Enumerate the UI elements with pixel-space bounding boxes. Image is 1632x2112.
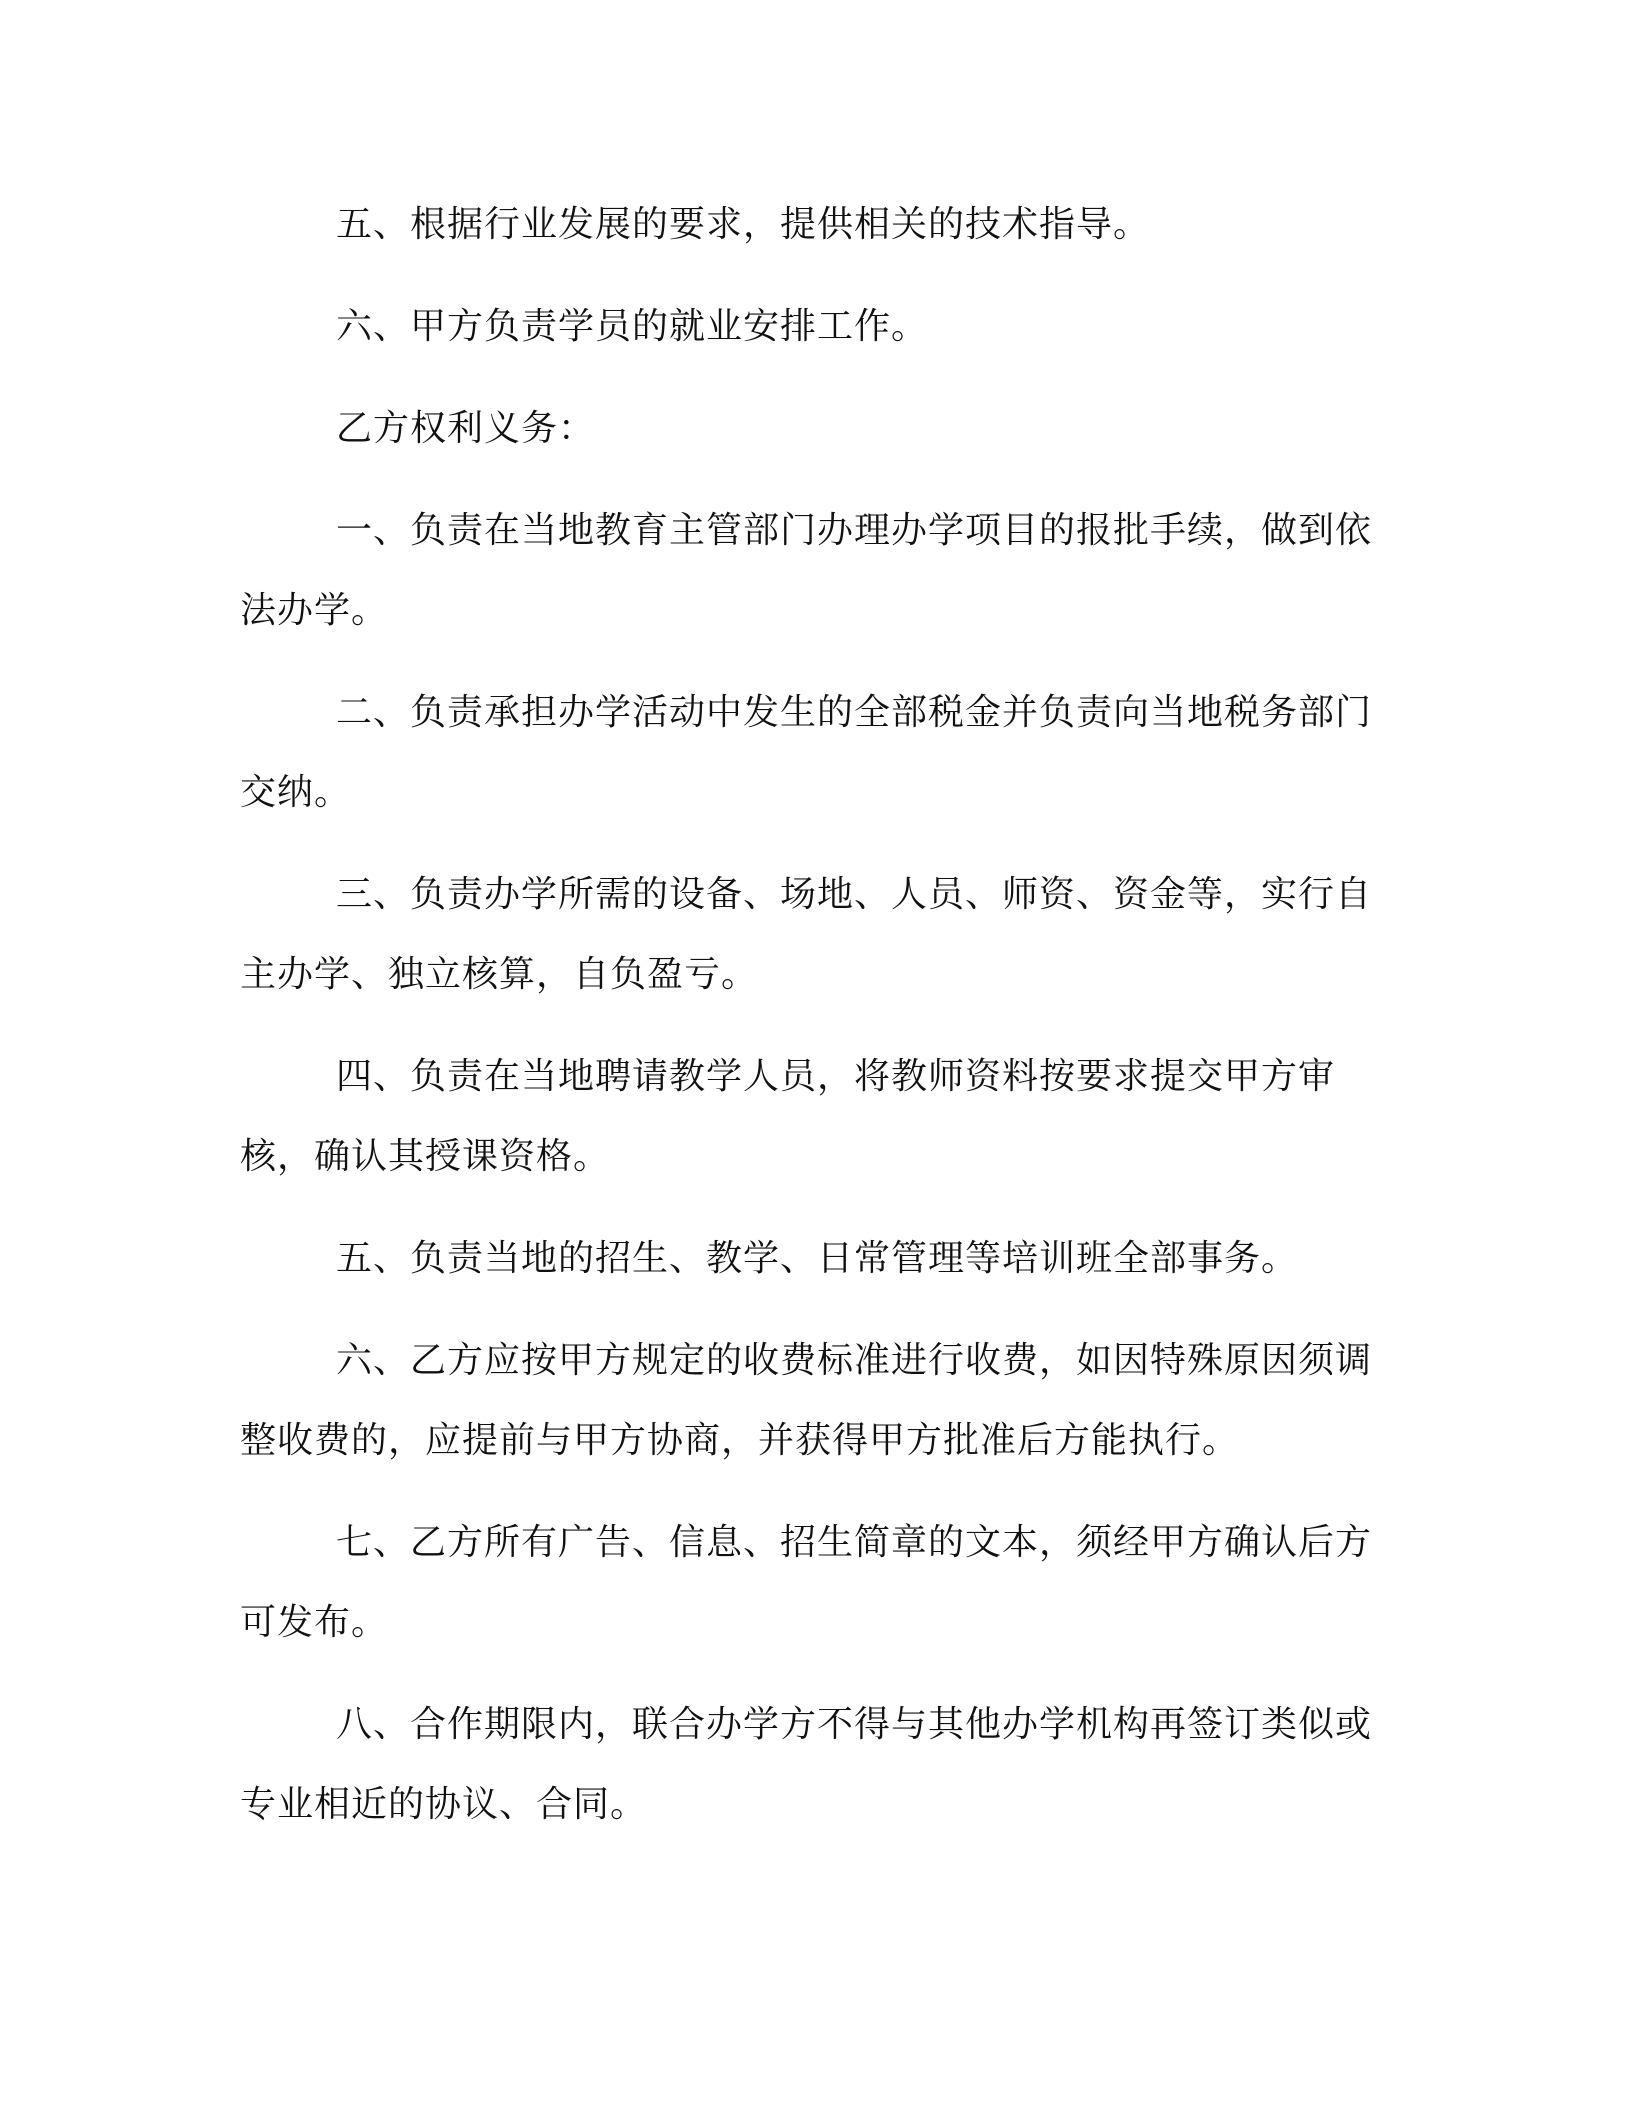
paragraph-party-b-item-7: 七、乙方所有广告、信息、招生简章的文本，须经甲方确认后方可发布。	[240, 1522, 1373, 1643]
paragraph-party-b-item-6: 六、乙方应按甲方规定的收费标准进行收费，如因特殊原因须调整收费的，应提前与甲方协商，并获得甲方批准后方能执行。	[240, 1340, 1373, 1461]
paragraph-party-b-item-4: 四、负责在当地聘请教学人员，将教师资料按要求提交甲方审核，确认其授课资格。	[240, 1056, 1336, 1177]
paragraph-party-b-item-8: 八、合作期限内，联合办学方不得与其他办学机构再签订类似或专业相近的协议、合同。	[240, 1704, 1373, 1825]
paragraph-party-b-item-1: 一、负责在当地教育主管部门办理办学项目的报批手续，做到依法办学。	[240, 510, 1373, 631]
paragraph-party-a-item-6: 六、甲方负责学员的就业安排工作。	[336, 306, 929, 347]
paragraph-party-a-item-5: 五、根据行业发展的要求，提供相关的技术指导。	[336, 204, 1151, 245]
paragraph-party-b-item-3: 三、负责办学所需的设备、场地、人员、师资、资金等，实行自主办学、独立核算，自负盈亏。	[240, 874, 1373, 995]
paragraph-party-b-item-5: 五、负责当地的招生、教学、日常管理等培训班全部事务。	[336, 1238, 1299, 1279]
paragraph-party-b-item-2: 二、负责承担办学活动中发生的全部税金并负责向当地税务部门交纳。	[240, 692, 1373, 813]
section-heading-party-b: 乙方权利义务：	[336, 408, 596, 449]
document-body	[240, 185, 1400, 1845]
